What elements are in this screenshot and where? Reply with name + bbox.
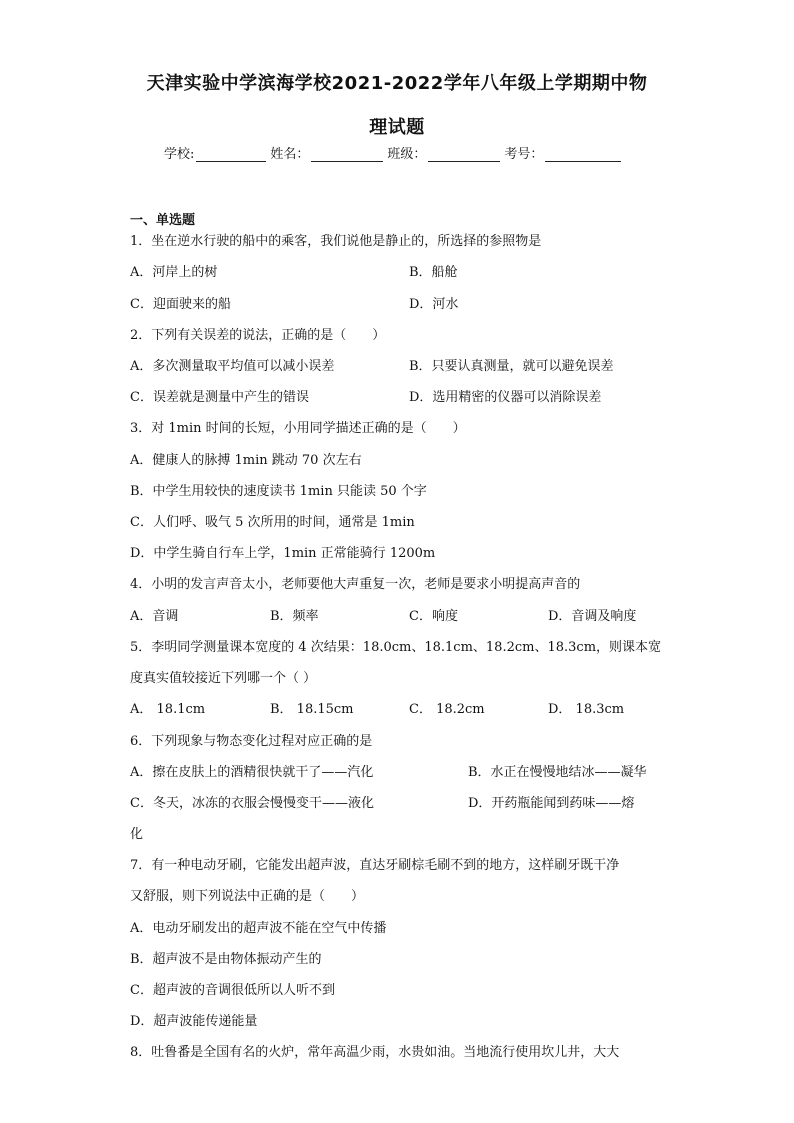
name-blank[interactable] bbox=[311, 147, 383, 162]
student-info-row bbox=[164, 143, 625, 162]
exam-title-line-1: 天津实验中学滨海学校2021-2022学年八年级上学期期中物 bbox=[146, 73, 648, 94]
question-3-option-a: A．健康人的脉搏 1min 跳动 70 次左右 bbox=[130, 453, 362, 468]
question-2-stem: 2．下列有关误差的说法，正确的是（ ） bbox=[130, 328, 386, 343]
question-1-option-c: C．迎面驶来的船 bbox=[130, 297, 231, 312]
name-label: 姓名： bbox=[270, 147, 310, 162]
question-4-stem: 4．小明的发言声音太小，老师要他大声重复一次，老师是要求小明提高声音的 bbox=[130, 577, 581, 592]
question-6-option-c: C．冬天，冰冻的衣服会慢慢变干——液化 bbox=[130, 796, 374, 811]
number-blank[interactable] bbox=[545, 147, 621, 162]
question-2-option-d: D．选用精密的仪器可以消除误差 bbox=[409, 390, 602, 405]
question-3-stem: 3．对 1min 时间的长短，小用同学描述正确的是（ ） bbox=[130, 421, 466, 436]
question-5-stem-line-1: 5．李明同学测量课本宽度的 4 次结果：18.0cm、18.1cm、18.2cm、18.3cm，则课本宽 bbox=[130, 640, 662, 655]
question-3-option-c: C．人们呼、吸气 5 次所用的时间，通常是 1min bbox=[130, 515, 415, 530]
question-3-option-d: D．中学生骑自行车上学，1min 正常能骑行 1200m bbox=[130, 546, 436, 561]
question-1-option-b: B．船舱 bbox=[409, 265, 458, 280]
school-label: 学校: bbox=[164, 147, 195, 162]
school-field bbox=[164, 143, 266, 162]
question-5-option-a: A． 18.1cm bbox=[130, 702, 206, 717]
number-field bbox=[504, 143, 621, 162]
question-7-stem-line-1: 7．有一种电动牙刷，它能发出超声波，直达牙刷棕毛刷不到的地方，这样刷牙既干净 bbox=[130, 858, 620, 873]
question-7-option-b: B．超声波不是由物体振动产生的 bbox=[130, 952, 322, 967]
question-5-stem-line-2: 度真实值较接近下列哪一个（ ） bbox=[130, 671, 317, 686]
question-8-stem-line-1: 8．吐鲁番是全国有名的火炉，常年高温少雨，水贵如油。当地流行使用坎儿井，大大 bbox=[130, 1045, 620, 1060]
question-2-option-c: C．误差就是测量中产生的错误 bbox=[130, 390, 309, 405]
question-2-option-b: B．只要认真测量，就可以避免误差 bbox=[409, 359, 614, 374]
question-4-option-d: D．音调及响度 bbox=[548, 609, 637, 624]
name-field bbox=[270, 143, 383, 162]
question-6-option-d-continued: 化 bbox=[130, 827, 144, 842]
question-1-stem: 1．坐在逆水行驶的船中的乘客，我们说他是静止的，所选择的参照物是 bbox=[130, 234, 542, 249]
question-1-option-a: A．河岸上的树 bbox=[130, 265, 218, 280]
question-4-option-a: A．音调 bbox=[130, 609, 179, 624]
school-blank[interactable] bbox=[196, 147, 266, 162]
exam-title-line-2: 理试题 bbox=[369, 117, 425, 138]
question-7-option-a: A．电动牙刷发出的超声波不能在空气中传播 bbox=[130, 921, 387, 936]
question-5-option-c: C． 18.2cm bbox=[409, 702, 485, 717]
question-6-option-a: A．擦在皮肤上的酒精很快就干了——汽化 bbox=[130, 765, 374, 780]
question-4-option-c: C．响度 bbox=[409, 609, 458, 624]
question-5-option-d: D． 18.3cm bbox=[548, 702, 625, 717]
question-7-stem-line-2: 又舒服，则下列说法中正确的是（ ） bbox=[130, 889, 365, 904]
class-blank[interactable] bbox=[428, 147, 500, 162]
section-heading: 一、单选题 bbox=[130, 213, 196, 228]
question-4-option-b: B．频率 bbox=[270, 609, 319, 624]
question-7-option-d: D．超声波能传递能量 bbox=[130, 1014, 258, 1029]
question-6-stem: 6．下列现象与物态变化过程对应正确的是 bbox=[130, 734, 373, 749]
question-6-option-d: D．开药瓶能闻到药味——熔 bbox=[468, 796, 635, 811]
question-1-option-d: D．河水 bbox=[409, 297, 459, 312]
question-7-option-c: C．超声波的音调很低所以人听不到 bbox=[130, 983, 335, 998]
question-3-option-b: B．中学生用较快的速度读书 1min 只能读 50 个字 bbox=[130, 484, 427, 499]
question-5-option-b: B． 18.15cm bbox=[270, 702, 354, 717]
question-6-option-b: B．水正在慢慢地结冰——凝华 bbox=[468, 765, 647, 780]
question-2-option-a: A．多次测量取平均值可以减小误差 bbox=[130, 359, 335, 374]
class-label: 班级： bbox=[387, 147, 427, 162]
class-field bbox=[387, 143, 500, 162]
number-label: 考号： bbox=[504, 147, 544, 162]
